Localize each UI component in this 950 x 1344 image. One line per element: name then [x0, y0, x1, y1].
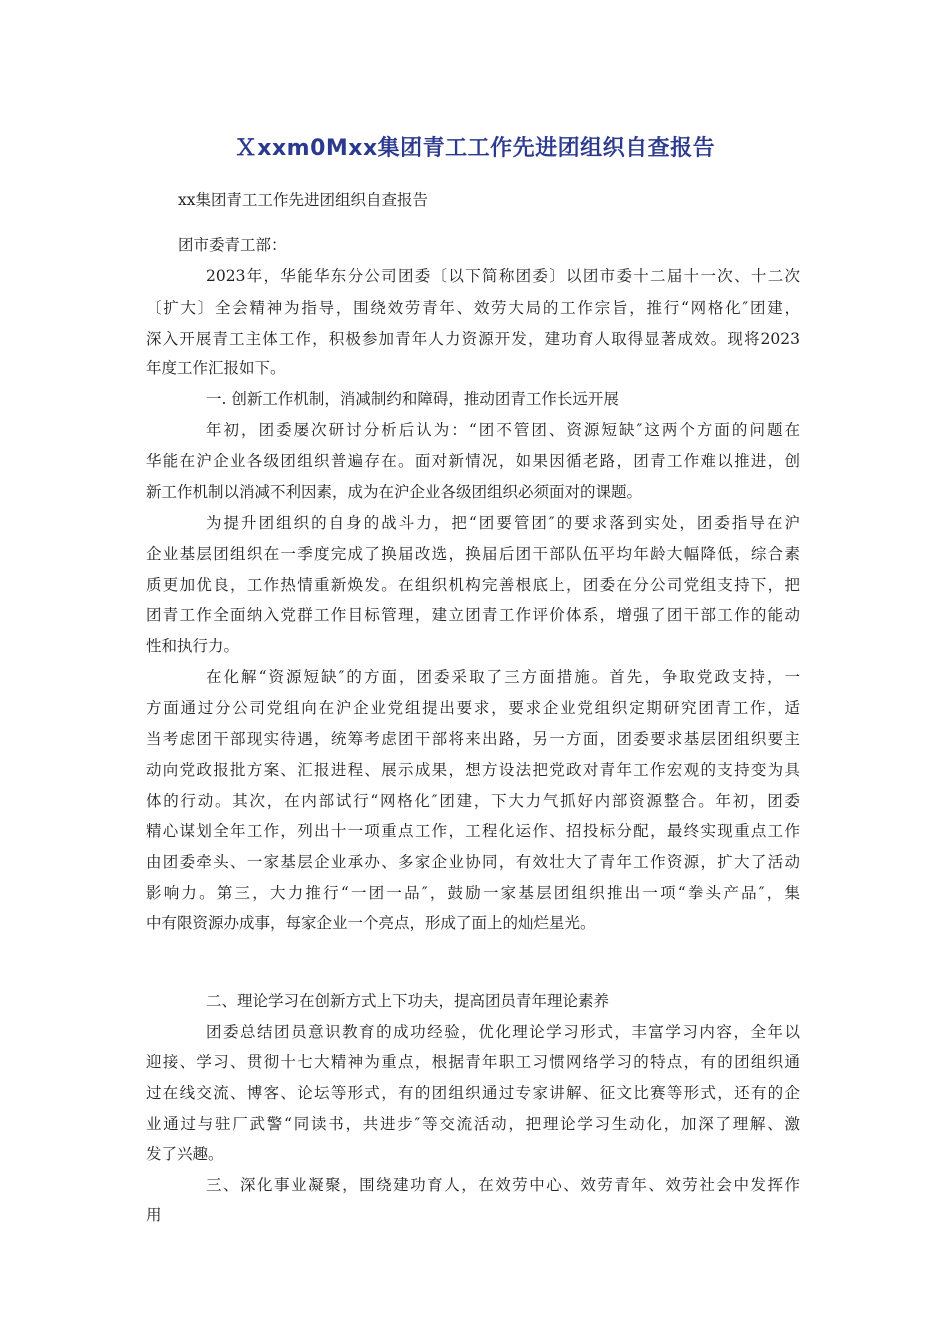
text-line: 华能在沪企业各级团组织普遍存在。面对新情况，如果因循老路，团青工作难以推进，创 — [146, 452, 800, 470]
text-line: 迎接、学习、贯彻十七大精神为重点，根据青年职工习惯网络学习的特点，有的团组织通 — [146, 1053, 800, 1071]
text-line: 年初，团委屡次研讨分析后认为：“团不管团、资源短缺″这两个方面的问题在 — [206, 421, 800, 439]
text-line: 方面通过分公司党组向在沪企业党组提出要求，要求企业党组织定期研究团青工作，适 — [146, 699, 800, 717]
text-line: 深入开展青工主体工作，积极参加青年人力资源开发，建功育人取得显著成效。现将2023 — [146, 330, 800, 348]
section-heading: 三、深化事业凝聚，围绕建功育人，在效劳中心、效劳青年、效劳社会中发挥作 — [206, 1176, 800, 1194]
text-line: 由团委牵头、一家基层企业承办、多家企业协同，有效壮大了青年工作资源，扩大了活动 — [146, 853, 800, 871]
text-line: 当考虑团干部现实待遇，统筹考虑团干部将来出路，另一方面，团委要求基层团组织要主 — [146, 730, 800, 748]
text-line: 年度工作汇报如下。 — [146, 359, 286, 377]
text-line: 性和执行力。 — [146, 637, 240, 655]
text-line: 影响力。第三，大力推行“一团一品″，鼓励一家基层团组织推出一项“拳头产品″，集 — [146, 884, 800, 902]
text-line: 团委总结团员意识教育的成功经验，优化理论学习形式，丰富学习内容，全年以 — [206, 1023, 800, 1041]
document-title: Ｘxxm0Mxx集团青工工作先进团组织自查报告 — [234, 136, 716, 161]
text-line: 体的行动。其次，在内部试行“网格化″团建，下大力气抓好内部资源整合。年初，团委 — [146, 792, 800, 810]
text-line: 〔扩大〕全会精神为指导，围绕效劳青年、效劳大局的工作宗旨，推行“网格化″团建， — [146, 299, 800, 317]
text-line: 过在线交流、博客、论坛等形式，有的团组织通过专家讲解、征文比赛等形式，还有的企 — [146, 1084, 800, 1102]
text-line: 新工作机制以消减不利因素，成为在沪企业各级团组织必须面对的课题。 — [146, 483, 643, 501]
salutation: 团市委青工部： — [178, 236, 287, 254]
text-line: 用 — [146, 1206, 162, 1224]
text-line: 动向党政报批方案、汇报进程、展示成果，想方设法把党政对青年工作宏观的支持变为具 — [146, 761, 800, 779]
text-line: 团青工作全面纳入党群工作目标管理，建立团青工作评价体系，增强了团干部工作的能动 — [146, 606, 800, 624]
text-line: 中有限资源办成事，每家企业一个亮点，形成了面上的灿烂星光。 — [146, 914, 596, 932]
text-line: 企业基层团组织在一季度完成了换届改选，换届后团干部队伍平均年龄大幅降低，综合素 — [146, 545, 800, 563]
text-line: 发了兴趣。 — [146, 1145, 224, 1163]
document-subtitle: xx集团青工工作先进团组织自查报告 — [178, 191, 428, 209]
text-line: 精心谋划全年工作，列出十一项重点工作，工程化运作、招投标分配，最终实现重点工作 — [146, 822, 800, 840]
section-heading: 二、理论学习在创新方式上下功夫，提高团员青年理论素养 — [206, 992, 610, 1010]
text-line: 业通过与驻厂武警“同读书，共进步″等交流活动，把理论学习生动化，加深了理解、激 — [146, 1115, 800, 1133]
section-heading: 一. 创新工作机制，消减制约和障碍，推动团青工作长远开展 — [206, 390, 619, 408]
text-line: 为提升团组织的自身的战斗力，把“团要管团″的要求落到实处，团委指导在沪 — [206, 514, 800, 532]
text-line: 2023年，华能华东分公司团委〔以下简称团委〕以团市委十二届十一次、十二次 — [206, 267, 800, 285]
text-line: 质更加优良，工作热情重新焕发。在组织机构完善根底上，团委在分公司党组支持下，把 — [146, 576, 800, 594]
text-line: 在化解“资源短缺″的方面，团委采取了三方面措施。首先，争取党政支持，一 — [206, 668, 800, 686]
